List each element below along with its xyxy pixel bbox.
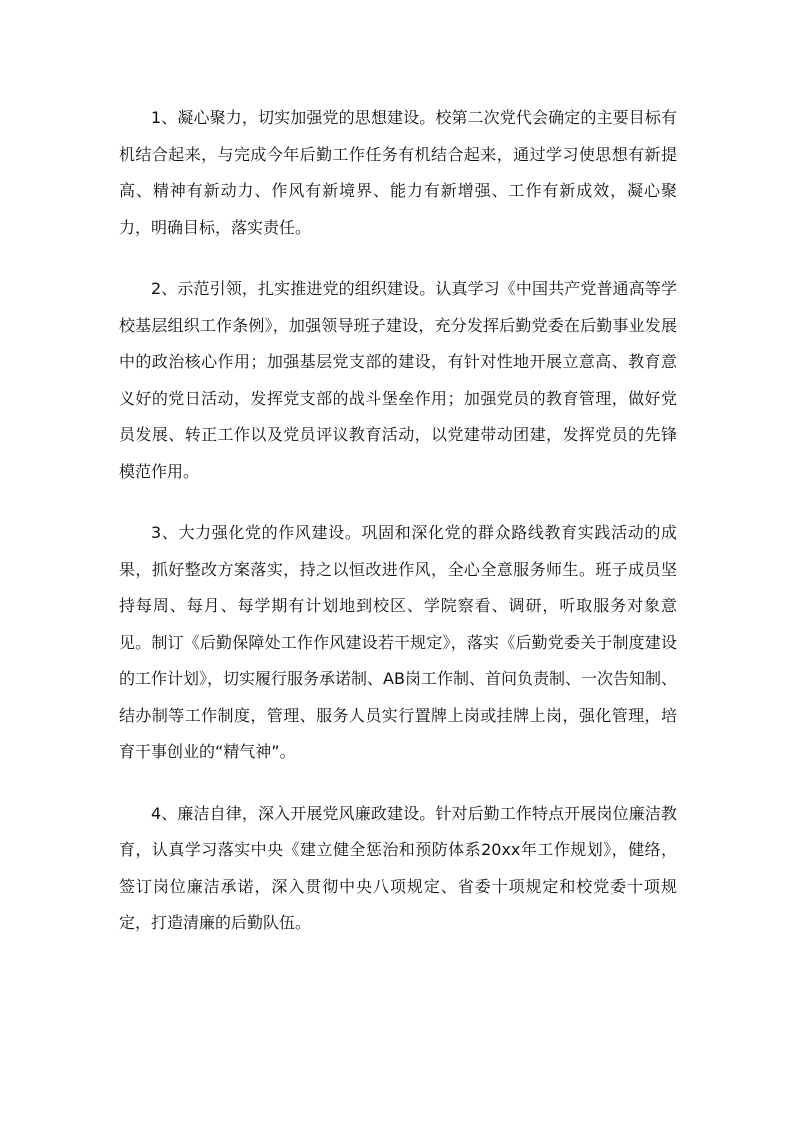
paragraph-integrity-building: 4、廉洁自律，深入开展党风廉政建设。针对后勤工作特点开展岗位廉洁教育，认真学习落实中央《建立健全惩治和预防体系20xx年工作规划》，健络，签订岗位廉洁承诺，深入贯彻中央八项规定、省委十项规定和校党委十项规定，打造清廉的后勤队伍。 [119, 803, 677, 932]
paragraph-work-style-building: 3、大力强化党的作风建设。巩固和深化党的群众路线教育实践活动的成果，抓好整改方案落实，持之以恒改进作风，全心全意服务师生。班子成员坚持每周、每月、每学期有计划地到校区、学院察看、调研，听取服务对象意见。制订《后勤保障处工作作风建设若干规定》，落实《后勤党委关于制度建设的工作计划》，切实履行服务承诺制、AB岗工作制、首问负责制、一次告知制、结办制等工作制度，管理、服务人员实行置牌上岗或挂牌上岗，强化管理，培育干事创业的“精气神”。 [119, 523, 677, 761]
document-body [119, 100, 677, 967]
paragraph-ideological-building: 1、凝心聚力，切实加强党的思想建设。校第二次党代会确定的主要目标有机结合起来，与完成今年后勤工作任务有机结合起来，通过学习使思想有新提高、精神有新动力、作风有新境界、能力有新增强、工作有新成效，凝心聚力，明确目标，落实责任。 [119, 108, 677, 237]
paragraph-organizational-building: 2、示范引领，扎实推进党的组织建设。认真学习《中国共产党普通高等学校基层组织工作条例》，加强领导班子建设，充分发挥后勤党委在后勤事业发展中的政治核心作用；加强基层党支部的建设，有针对性地开展立意高、教育意义好的党日活动，发挥党支部的战斗堡垒作用；加强党员的教育管理，做好党员发展、转正工作以及党员评议教育活动，以党建带动团建，发挥党员的先锋模范作用。 [119, 279, 677, 481]
